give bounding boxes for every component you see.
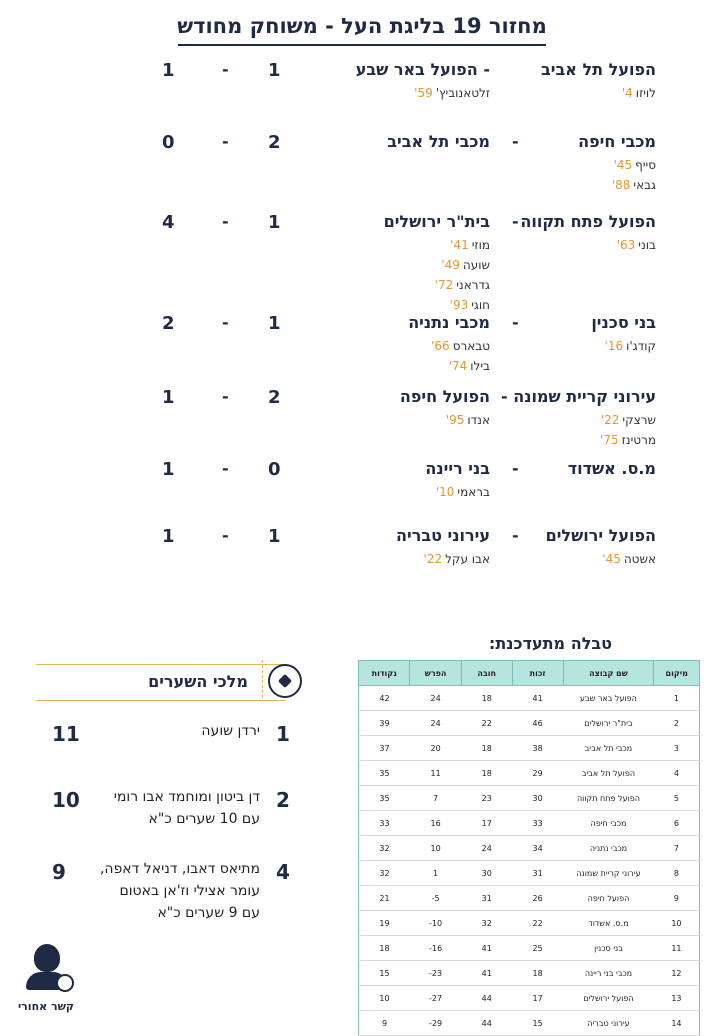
goal-minute: 49' (441, 258, 460, 272)
goal-scorer (617, 235, 656, 255)
table-cell: -16 (410, 936, 461, 961)
home-score: 0 (268, 459, 281, 480)
goal-scorer (446, 410, 490, 430)
home-score: 2 (268, 132, 281, 153)
table-cell: 22 (461, 711, 512, 736)
table-cell: 32 (461, 911, 512, 936)
away-team: מכבי תל אביב (387, 132, 490, 151)
table-cell: 26 (512, 886, 563, 911)
table-cell: 35 (359, 786, 410, 811)
table-cell: 30 (461, 861, 512, 886)
scorer-goals: 9 (52, 860, 66, 884)
goal-scorer (424, 549, 490, 569)
goal-scorer (431, 336, 490, 356)
table-cell: בית"ר ירושלים (563, 711, 654, 736)
away-score: 0 (162, 132, 175, 153)
home-scorers (622, 83, 656, 103)
table-cell: 34 (512, 836, 563, 861)
table-header-cell: חובה (461, 661, 512, 686)
away-team: - הפועל באר שבע (355, 60, 490, 79)
scorer-name: שרצקי (622, 413, 656, 427)
scorer-names (40, 858, 260, 924)
table-row (359, 986, 700, 1011)
scorer-name: בראמי (457, 485, 490, 499)
scorer-name: גבאי (633, 178, 656, 192)
goal-scorer (605, 336, 656, 356)
table-header-cell: מיקום (654, 661, 700, 686)
team-separator: - (512, 526, 519, 545)
table-cell: 7 (654, 836, 700, 861)
table-row (359, 961, 700, 986)
match-row (0, 313, 724, 393)
team-separator: - (512, 313, 519, 332)
table-cell: -10 (410, 911, 461, 936)
scorer-names (40, 720, 260, 742)
scorer-rank: 4 (276, 860, 290, 884)
table-cell: 18 (512, 961, 563, 986)
table-cell: 18 (461, 736, 512, 761)
table-cell: 32 (359, 836, 410, 861)
home-team: הפועל תל אביב (541, 60, 656, 79)
goal-minute: 16' (604, 339, 624, 353)
brand-name: קשר אחורי (17, 1000, 75, 1013)
table-row (359, 911, 700, 936)
table-cell: -27 (410, 986, 461, 1011)
goal-minute: 22' (600, 413, 620, 427)
scorer-name-line: דן ביטון ומוחמד אבו רומי (113, 789, 260, 805)
table-header-cell: נקודות (359, 661, 410, 686)
top-scorers-line-bottom (36, 700, 286, 701)
score-separator: - (222, 60, 229, 79)
goal-minute: 45' (602, 552, 621, 566)
goal-scorer (435, 275, 490, 295)
home-score: 2 (268, 387, 281, 408)
league-table-header (359, 661, 700, 686)
home-team: מ.ס. אשדוד (567, 459, 656, 478)
table-row (359, 861, 700, 886)
table-cell: 25 (512, 936, 563, 961)
home-scorers (605, 336, 656, 356)
league-table-title: טבלה מתעדכנת: (488, 634, 612, 653)
league-table (358, 660, 700, 1036)
scorer-name-line: עם 9 שערים כ"א (157, 905, 260, 921)
table-cell: 30 (512, 786, 563, 811)
goal-minute: 75' (600, 433, 619, 447)
scorer-name: אשטה (623, 552, 656, 566)
table-cell: 33 (512, 811, 563, 836)
scorer-name: זלטאנוביץ' (435, 86, 490, 100)
goal-scorer (612, 175, 656, 195)
scorer-name: סייף (635, 158, 656, 172)
scorer-name-line: עם 10 שערים כ"א (148, 811, 260, 827)
table-cell: הפועל באר שבע (563, 686, 654, 711)
table-cell: 44 (461, 986, 512, 1011)
goal-scorer (600, 430, 656, 450)
table-row (359, 736, 700, 761)
table-cell: -23 (410, 961, 461, 986)
score-separator: - (222, 132, 229, 151)
home-score: 1 (268, 60, 281, 81)
table-cell: -5 (410, 886, 461, 911)
table-cell: 1 (410, 861, 461, 886)
table-cell: 41 (512, 686, 563, 711)
match-row (0, 526, 724, 606)
goal-scorer (431, 356, 490, 376)
table-cell: -29 (410, 1011, 461, 1036)
table-cell: 17 (461, 811, 512, 836)
home-scorers (612, 155, 656, 195)
table-cell: 7 (410, 786, 461, 811)
team-separator: - (512, 132, 519, 151)
team-separator: - (512, 459, 519, 478)
away-scorers (446, 410, 490, 430)
home-score: 1 (268, 313, 281, 334)
table-cell: 35 (359, 761, 410, 786)
goal-minute: 59' (414, 86, 433, 100)
table-cell: 8 (654, 861, 700, 886)
table-cell: 41 (461, 936, 512, 961)
scorer-name: חוגי (471, 298, 490, 312)
away-score: 1 (162, 459, 175, 480)
away-scorers (436, 482, 490, 502)
goal-minute: 74' (448, 359, 468, 373)
table-row (359, 936, 700, 961)
goal-minute: 66' (431, 339, 450, 353)
away-scorers (424, 549, 490, 569)
table-cell: 1 (654, 686, 700, 711)
table-row (359, 836, 700, 861)
home-scorers (602, 549, 656, 569)
top-scorers-line-top (36, 664, 286, 665)
scorer-goals: 10 (52, 788, 80, 812)
table-row (359, 711, 700, 736)
match-row (0, 132, 724, 212)
team-separator: - (512, 212, 519, 231)
table-cell: 21 (359, 886, 410, 911)
table-row (359, 686, 700, 711)
table-cell: 24 (461, 836, 512, 861)
table-cell: 18 (461, 686, 512, 711)
table-cell: 39 (359, 711, 410, 736)
table-cell: 11 (410, 761, 461, 786)
table-cell: 6 (654, 811, 700, 836)
table-cell: 19 (359, 911, 410, 936)
table-cell: 4 (654, 761, 700, 786)
table-cell: הפועל פתח תקווה (563, 786, 654, 811)
home-scorers (617, 235, 656, 255)
table-row (359, 786, 700, 811)
table-cell: 31 (512, 861, 563, 886)
away-score: 1 (162, 60, 175, 81)
scorer-name: בוני (638, 238, 656, 252)
scorer-name: טבארס (452, 339, 490, 353)
table-cell: 42 (359, 686, 410, 711)
table-cell: מכבי נתניה (563, 836, 654, 861)
goal-minute: 72' (434, 278, 454, 292)
goal-scorer (414, 83, 490, 103)
table-cell: 18 (359, 936, 410, 961)
goal-scorer (435, 255, 490, 275)
table-row (359, 1011, 700, 1036)
table-cell: 15 (359, 961, 410, 986)
goal-minute: 10' (435, 485, 455, 499)
home-team: הפועל פתח תקווה (520, 212, 656, 231)
goal-scorer (436, 482, 490, 502)
table-cell: 15 (512, 1011, 563, 1036)
scorer-goals: 11 (52, 722, 80, 746)
goal-scorer (435, 235, 490, 255)
home-team: בני סכנין (591, 313, 656, 332)
match-row (0, 60, 724, 140)
table-cell: 18 (461, 761, 512, 786)
table-cell: מכבי חיפה (563, 811, 654, 836)
scorer-name-line: עומר אצילי וז'אן באטום (119, 883, 260, 899)
away-score: 1 (162, 526, 175, 547)
table-cell: מכבי בני ריינה (563, 961, 654, 986)
scorer-rank: 1 (276, 722, 290, 746)
scorer-rank: 2 (276, 788, 290, 812)
goal-minute: 95' (445, 413, 465, 427)
table-row (359, 886, 700, 911)
match-row (0, 212, 724, 312)
goal-minute: 88' (611, 178, 631, 192)
brand-logo-icon (22, 942, 74, 994)
goal-minute: 93' (449, 298, 469, 312)
away-score: 2 (162, 313, 175, 334)
soccer-ball-icon (268, 664, 302, 698)
table-cell: 17 (512, 986, 563, 1011)
home-team: הפועל ירושלים (545, 526, 656, 545)
table-cell: 31 (461, 886, 512, 911)
table-cell: 23 (461, 786, 512, 811)
table-cell: 46 (512, 711, 563, 736)
table-cell: 38 (512, 736, 563, 761)
away-team: הפועל חיפה (399, 387, 490, 406)
scorer-name: מוזי (471, 238, 490, 252)
table-cell: מכבי תל אביב (563, 736, 654, 761)
table-row (359, 811, 700, 836)
score-separator: - (222, 459, 229, 478)
away-team: מכבי נתניה (408, 313, 490, 332)
table-cell: 13 (654, 986, 700, 1011)
scorer-name: גדראני (456, 278, 490, 292)
scorer-name: לויזו (635, 86, 656, 100)
score-separator: - (222, 387, 229, 406)
home-scorers (600, 410, 656, 450)
score-separator: - (222, 212, 229, 231)
scorer-name-line: מתיאס דאבו, דניאל דאפה, (99, 861, 260, 877)
match-row (0, 387, 724, 467)
table-cell: 33 (359, 811, 410, 836)
table-cell: 24 (410, 686, 461, 711)
away-score: 1 (162, 387, 175, 408)
home-score: 1 (268, 212, 281, 233)
table-cell: הפועל תל אביב (563, 761, 654, 786)
table-cell: מ.ס. אשדוד (563, 911, 654, 936)
table-cell: עירוני קריית שמונה (563, 861, 654, 886)
score-separator: - (222, 313, 229, 332)
scorer-name: שועה (462, 258, 490, 272)
scorer-name-line: ירדן שועה (201, 723, 260, 739)
scorer-name: אנדו (467, 413, 490, 427)
table-cell: עירוני טבריה (563, 1011, 654, 1036)
table-header-cell: זכות (512, 661, 563, 686)
table-cell: 9 (359, 1011, 410, 1036)
table-cell: 10 (410, 836, 461, 861)
goal-minute: 22' (423, 552, 443, 566)
table-cell: 32 (359, 861, 410, 886)
goal-scorer (435, 295, 490, 315)
table-row (359, 761, 700, 786)
goal-minute: 4' (621, 86, 633, 100)
scorer-names (40, 786, 260, 830)
table-cell: 41 (461, 961, 512, 986)
away-team: עירוני טבריה (396, 526, 490, 545)
table-cell: 5 (654, 786, 700, 811)
away-scorers (435, 235, 490, 315)
away-scorers (414, 83, 490, 103)
table-cell: 12 (654, 961, 700, 986)
table-cell: 10 (359, 986, 410, 1011)
table-header-cell: שם קבוצה (563, 661, 654, 686)
table-cell: 10 (654, 911, 700, 936)
table-header-cell: הפרש (410, 661, 461, 686)
table-cell: 44 (461, 1011, 512, 1036)
table-cell: 11 (654, 936, 700, 961)
goal-minute: 41' (450, 238, 469, 252)
scorer-name: קודג'ו (626, 339, 656, 353)
goal-minute: 63' (616, 238, 636, 252)
table-cell: בני סכנין (563, 936, 654, 961)
title-underline (178, 44, 546, 46)
page-title: מחזור 19 בליגת העל - משוחק מחודש (177, 14, 547, 38)
away-team: בית"ר ירושלים (383, 212, 490, 231)
table-cell: 22 (512, 911, 563, 936)
table-cell: 2 (654, 711, 700, 736)
goal-scorer (622, 83, 656, 103)
top-scorers-title: מלכי השערים (148, 672, 248, 691)
goal-minute: 45' (613, 158, 633, 172)
table-cell: 14 (654, 1011, 700, 1036)
goal-scorer (612, 155, 656, 175)
table-cell: הפועל ירושלים (563, 986, 654, 1011)
home-team: מכבי חיפה (578, 132, 656, 151)
goal-scorer (600, 410, 656, 430)
table-cell: 3 (654, 736, 700, 761)
home-team: עירוני קריית שמונה - (500, 387, 656, 406)
table-cell: 37 (359, 736, 410, 761)
table-cell: 9 (654, 886, 700, 911)
scorer-name: בילו (470, 359, 490, 373)
away-scorers (431, 336, 490, 376)
table-cell: 24 (410, 711, 461, 736)
goal-scorer (602, 549, 656, 569)
away-team: בני ריינה (425, 459, 490, 478)
table-cell: הפועל חיפה (563, 886, 654, 911)
table-cell: 29 (512, 761, 563, 786)
home-score: 1 (268, 526, 281, 547)
table-cell: 16 (410, 811, 461, 836)
table-cell: 20 (410, 736, 461, 761)
scorer-name: אבו עקל (445, 552, 490, 566)
away-score: 4 (162, 212, 175, 233)
score-separator: - (222, 526, 229, 545)
scorer-name: מרטינז (621, 433, 656, 447)
